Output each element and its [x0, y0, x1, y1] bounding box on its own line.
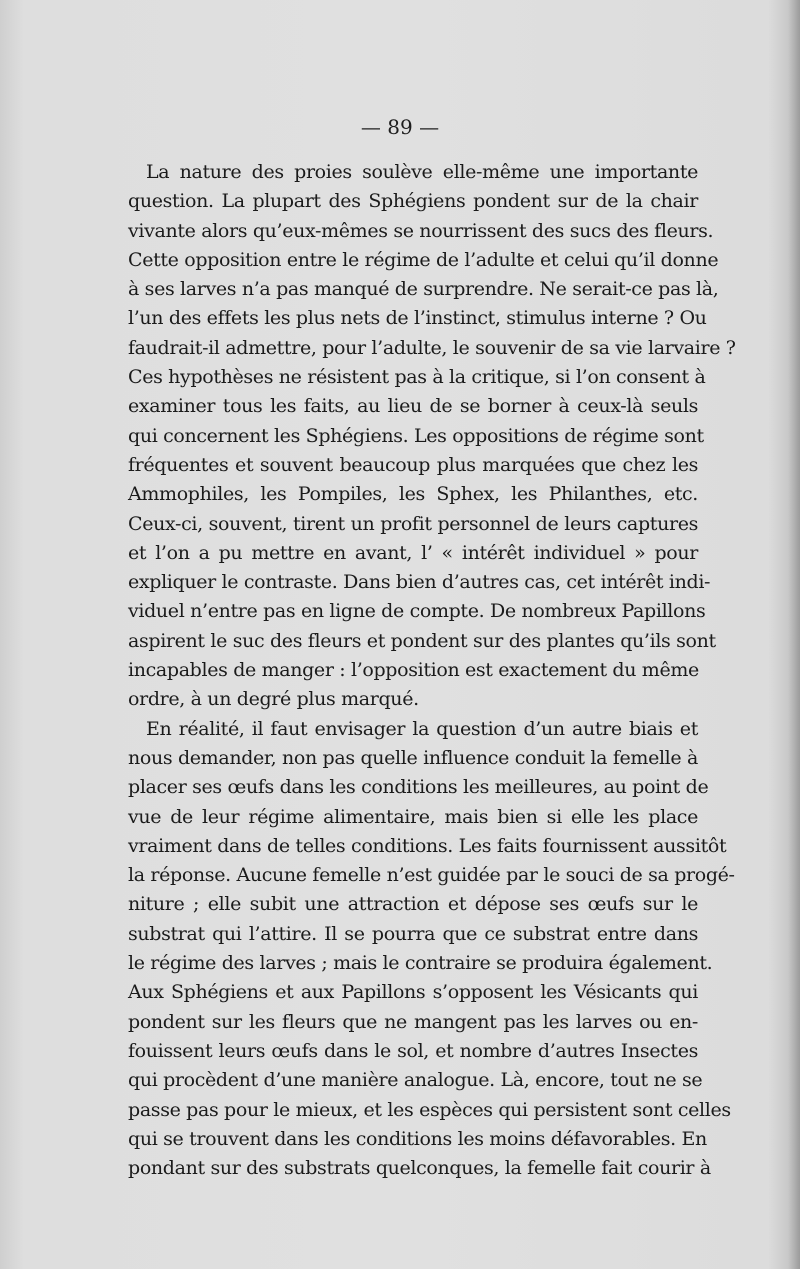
- text-line: expliquer le contraste. Dans bien d’autres cas, cet intérêt indi-: [128, 571, 711, 594]
- text-line: fréquentes et souvent beaucoup plus marquées que chez les: [128, 453, 698, 476]
- text-line: vue de leur régime alimentaire, mais bien si elle les place: [128, 805, 698, 828]
- text-line: En réalité, il faut envisager la question d’un autre biais et: [146, 717, 698, 740]
- text-line: vivante alors qu’eux-mêmes se nourrissent des sucs des fleurs.: [128, 219, 714, 242]
- text-line: qui procèdent d’une manière analogue. Là, encore, tout ne se: [128, 1069, 703, 1092]
- body-text: [128, 158, 736, 1183]
- text-line: qui se trouvent dans les conditions les moins défavorables. En: [128, 1127, 707, 1150]
- text-line: qui concernent les Sphégiens. Les oppositions de régime sont: [128, 424, 704, 447]
- text-line: à ses larves n’a pas manqué de surprendre. Ne serait-ce pas là,: [128, 278, 719, 301]
- text-line: placer ses œufs dans les conditions les meilleures, au point de: [128, 776, 709, 799]
- text-line: Cette opposition entre le régime de l’adulte et celui qu’il donne: [128, 248, 719, 271]
- text-line: aspirent le suc des fleurs et pondent sur des plantes qu’ils sont: [128, 629, 716, 652]
- text-line: la réponse. Aucune femelle n’est guidée par le souci de sa progé-: [128, 864, 735, 887]
- text-line: Ammophiles, les Pompiles, les Sphex, les Philanthes, etc.: [128, 483, 698, 506]
- text-line: niture ; elle subit une attraction et dépose ses œufs sur le: [128, 893, 698, 916]
- text-line: incapables de manger : l’opposition est exactement du même: [128, 659, 699, 682]
- text-line: l’un des effets les plus nets de l’instinct, stimulus interne ? Ou: [128, 307, 707, 330]
- text-line: Ces hypothèses ne résistent pas à la critique, si l’on consent à: [128, 366, 706, 389]
- text-line: passe pas pour le mieux, et les espèces qui persistent sont celles: [128, 1098, 731, 1121]
- text-line: examiner tous les faits, au lieu de se borner à ceux-là seuls: [128, 395, 698, 418]
- text-line: le régime des larves ; mais le contraire se produira également.: [128, 952, 713, 975]
- text-line: question. La plupart des Sphégiens pondent sur de la chair: [128, 190, 698, 213]
- text-line: Ceux-ci, souvent, tirent un profit personnel de leurs captures: [128, 512, 698, 535]
- text-line: vraiment dans de telles conditions. Les faits fournissent aussitôt: [128, 834, 727, 857]
- text-line: fouissent leurs œufs dans le sol, et nombre d’autres Insectes: [128, 1039, 698, 1062]
- text-line: La nature des proies soulève elle-même une importante: [146, 161, 698, 183]
- text-line: nous demander, non pas quelle influence conduit la femelle à: [128, 746, 698, 769]
- text-line: Aux Sphégiens et aux Papillons s’opposent les Vésicants qui: [128, 981, 698, 1004]
- text-line: pondent sur les fleurs que ne mangent pas les larves ou en-: [128, 1010, 698, 1033]
- text-line: substrat qui l’attire. Il se pourra que ce substrat entre dans: [128, 922, 698, 945]
- page-number: — 89 —: [360, 115, 440, 139]
- page-edge-shadow: [788, 0, 800, 1269]
- text-line: ordre, à un degré plus marqué.: [128, 688, 419, 711]
- text-line: pondant sur des substrats quelconques, la femelle fait courir à: [128, 1157, 711, 1180]
- text-line: faudrait-il admettre, pour l’adulte, le souvenir de sa vie larvaire ?: [128, 336, 736, 359]
- text-line: et l’on a pu mettre en avant, l’ « intérêt individuel » pour: [128, 541, 698, 564]
- text-line: viduel n’entre pas en ligne de compte. De nombreux Papillons: [128, 600, 706, 623]
